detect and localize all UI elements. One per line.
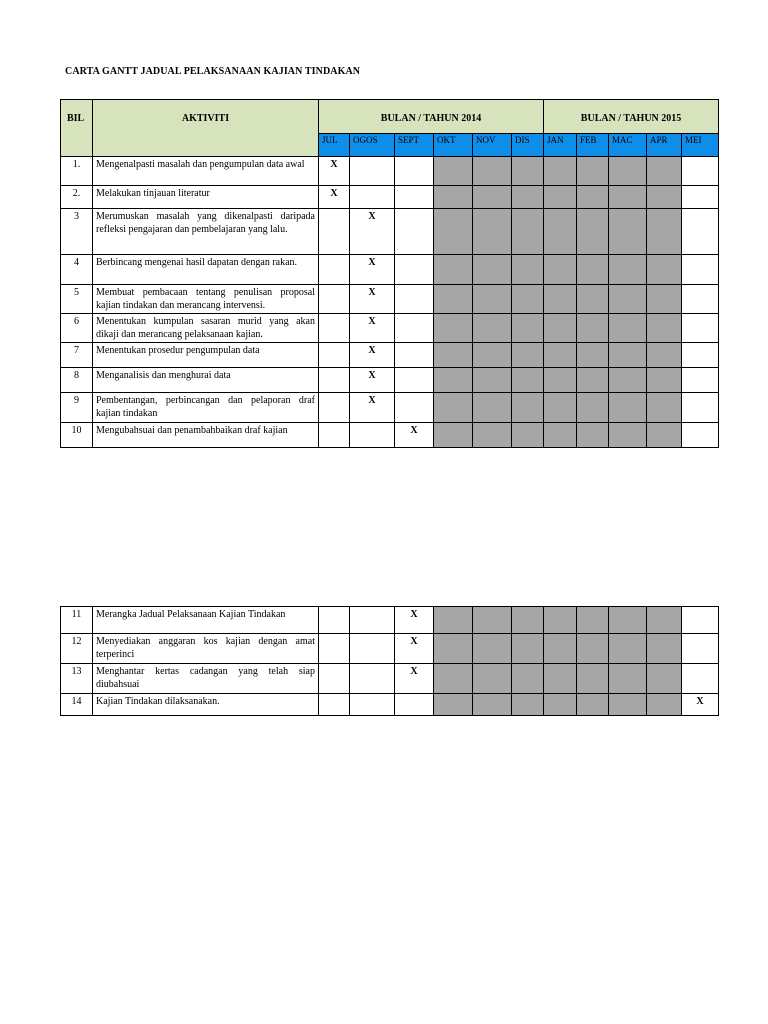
x-marker: X [368,211,376,222]
month-cell-sept [395,368,434,393]
month-cell-apr [647,368,682,393]
month-cell-mei [682,285,719,314]
month-cell-dis [512,368,544,393]
month-cell-okt [434,634,473,664]
x-marker: X [368,345,376,356]
month-cell-dis [512,393,544,423]
month-cell-feb [577,285,609,314]
x-marker: X [410,636,418,647]
month-cell-mac [609,285,647,314]
month-cell-jan [544,209,577,255]
month-cell-feb [577,343,609,368]
month-cell-jan [544,393,577,423]
table-row [61,186,719,209]
month-cell-mac [609,343,647,368]
month-cell-okt [434,186,473,209]
month-cell-dis [512,664,544,694]
month-cell-okt [434,607,473,634]
month-cell-nov [473,607,512,634]
month-cell-dis [512,634,544,664]
month-cell-nov [473,634,512,664]
month-cell-jan [544,285,577,314]
table-row [61,664,719,694]
month-cell-ogos [350,368,395,393]
month-cell-okt [434,664,473,694]
month-cell-jul [319,393,350,423]
month-cell-okt [434,209,473,255]
aktiviti-header: AKTIVITI [93,100,319,157]
activity-text: Menganalisis dan menghurai data [93,368,319,393]
month-cell-jan [544,343,577,368]
table-row [61,209,719,255]
month-cell-ogos [350,393,395,423]
month-cell-sept [395,607,434,634]
month-cell-feb [577,694,609,716]
month-cell-feb [577,368,609,393]
month-cell-nov [473,255,512,285]
month-cell-sept [395,423,434,448]
month-cell-jan [544,186,577,209]
month-cell-sept [395,664,434,694]
row-number: 5 [61,285,93,314]
table-row [61,157,719,186]
table-row [61,255,719,285]
row-number: 14 [61,694,93,716]
month-cell-feb [577,255,609,285]
month-cell-ogos [350,209,395,255]
x-marker: X [330,188,338,199]
month-cell-ogos [350,607,395,634]
activity-text: Berbincang mengenai hasil dapatan dengan rakan. [93,255,319,285]
row-number: 13 [61,664,93,694]
month-cell-ogos [350,285,395,314]
x-marker: X [368,395,376,406]
month-cell-okt [434,393,473,423]
month-cell-mei [682,694,719,716]
month-cell-mac [609,694,647,716]
month-cell-dis [512,607,544,634]
month-cell-sept [395,393,434,423]
month-cell-feb [577,314,609,343]
month-cell-feb [577,393,609,423]
month-cell-okt [434,157,473,186]
month-cell-apr [647,157,682,186]
month-header-ogos: OGOS [350,134,395,157]
month-cell-okt [434,423,473,448]
month-cell-jan [544,157,577,186]
row-number: 8 [61,368,93,393]
month-header-jan: JAN [544,134,577,157]
month-cell-mac [609,314,647,343]
month-cell-mei [682,186,719,209]
month-cell-jul [319,423,350,448]
month-cell-okt [434,285,473,314]
month-cell-ogos [350,664,395,694]
month-cell-mei [682,368,719,393]
month-cell-jan [544,314,577,343]
month-cell-ogos [350,186,395,209]
month-cell-dis [512,285,544,314]
x-marker: X [330,159,338,170]
month-cell-mei [682,255,719,285]
month-cell-nov [473,368,512,393]
month-cell-jan [544,607,577,634]
month-cell-mei [682,209,719,255]
month-cell-mei [682,423,719,448]
month-cell-feb [577,607,609,634]
month-header-mac: MAC [609,134,647,157]
table-row [61,285,719,314]
month-cell-mac [609,393,647,423]
activity-text: Merumuskan masalah yang dikenalpasti daripada refleksi pengajaran dan pembelajaran yang lalu. [93,209,319,255]
month-cell-jan [544,368,577,393]
month-cell-apr [647,694,682,716]
gantt-table [60,99,719,448]
month-cell-okt [434,368,473,393]
row-number: 11 [61,607,93,634]
month-cell-apr [647,423,682,448]
month-cell-apr [647,634,682,664]
month-cell-feb [577,423,609,448]
month-cell-sept [395,694,434,716]
month-cell-mei [682,393,719,423]
activity-text: Menentukan prosedur pengumpulan data [93,343,319,368]
bil-header: BIL [61,100,93,157]
month-cell-jul [319,157,350,186]
month-cell-sept [395,343,434,368]
month-cell-sept [395,186,434,209]
x-marker: X [410,609,418,620]
month-cell-dis [512,694,544,716]
table-row [61,314,719,343]
row-number: 10 [61,423,93,448]
x-marker: X [368,316,376,327]
month-cell-mei [682,664,719,694]
page-title: CARTA GANTT JADUAL PELAKSANAAN KAJIAN TINDAKAN [65,66,361,77]
month-cell-mac [609,157,647,186]
month-cell-nov [473,393,512,423]
table-row [61,368,719,393]
month-cell-okt [434,314,473,343]
month-cell-jan [544,634,577,664]
month-cell-jul [319,664,350,694]
month-cell-mac [609,607,647,634]
month-cell-jul [319,209,350,255]
row-number: 1. [61,157,93,186]
month-header-sept: SEPT [395,134,434,157]
month-cell-dis [512,186,544,209]
month-cell-feb [577,157,609,186]
month-cell-nov [473,694,512,716]
month-cell-mac [609,634,647,664]
month-cell-mac [609,255,647,285]
month-cell-jul [319,285,350,314]
month-header-dis: DIS [512,134,544,157]
month-cell-okt [434,255,473,285]
row-number: 7 [61,343,93,368]
month-cell-dis [512,343,544,368]
month-cell-jan [544,423,577,448]
month-header-feb: FEB [577,134,609,157]
month-cell-jul [319,343,350,368]
activity-text: Menentukan kumpulan sasaran murid yang akan dikaji dan merancang pelaksanaan kajian. [93,314,319,343]
month-cell-sept [395,285,434,314]
month-cell-sept [395,634,434,664]
month-cell-okt [434,343,473,368]
month-cell-nov [473,664,512,694]
activity-text: Pembentangan, perbincangan dan pelaporan draf kajian tindakan [93,393,319,423]
x-marker: X [410,425,418,436]
month-cell-feb [577,634,609,664]
activity-text: Mengubahsuai dan penambahbaikan draf kajian [93,423,319,448]
month-cell-ogos [350,314,395,343]
year-2015-header: BULAN / TAHUN 2015 [544,100,719,134]
month-cell-sept [395,255,434,285]
month-cell-mei [682,157,719,186]
month-header-nov: NOV [473,134,512,157]
month-cell-sept [395,314,434,343]
table-row [61,393,719,423]
activity-text: Merangka Jadual Pelaksanaan Kajian Tindakan [93,607,319,634]
month-cell-jul [319,694,350,716]
table-row [61,694,719,716]
month-header-mei: MEI [682,134,719,157]
table-row [61,607,719,634]
month-cell-mei [682,607,719,634]
month-cell-nov [473,343,512,368]
month-cell-jul [319,634,350,664]
month-cell-dis [512,255,544,285]
month-cell-jan [544,664,577,694]
month-cell-mac [609,368,647,393]
activity-text: Mengenalpasti masalah dan pengumpulan data awal [93,157,319,186]
month-cell-nov [473,186,512,209]
month-cell-ogos [350,343,395,368]
month-cell-ogos [350,157,395,186]
month-cell-jul [319,186,350,209]
month-cell-nov [473,314,512,343]
month-cell-jul [319,255,350,285]
month-cell-ogos [350,255,395,285]
month-cell-ogos [350,694,395,716]
month-header-apr: APR [647,134,682,157]
month-cell-apr [647,607,682,634]
month-cell-dis [512,209,544,255]
row-number: 9 [61,393,93,423]
month-cell-jul [319,314,350,343]
row-number: 3 [61,209,93,255]
month-cell-nov [473,209,512,255]
month-cell-dis [512,314,544,343]
month-cell-apr [647,209,682,255]
month-cell-sept [395,209,434,255]
row-number: 12 [61,634,93,664]
activity-text: Membuat pembacaan tentang penulisan proposal kajian tindakan dan merancang intervensi. [93,285,319,314]
month-cell-jan [544,255,577,285]
month-cell-feb [577,209,609,255]
month-cell-nov [473,285,512,314]
month-cell-feb [577,186,609,209]
month-cell-mac [609,186,647,209]
month-cell-mei [682,314,719,343]
month-cell-ogos [350,634,395,664]
activity-text: Melakukan tinjauan literatur [93,186,319,209]
table-row [61,343,719,368]
month-cell-apr [647,664,682,694]
month-cell-feb [577,664,609,694]
activity-text: Kajian Tindakan dilaksanakan. [93,694,319,716]
month-cell-jan [544,694,577,716]
x-marker: X [368,257,376,268]
month-cell-apr [647,285,682,314]
x-marker: X [368,287,376,298]
month-cell-okt [434,694,473,716]
x-marker: X [368,370,376,381]
month-cell-nov [473,423,512,448]
gantt-table-continued [60,606,719,716]
x-marker: X [696,696,704,707]
month-cell-apr [647,255,682,285]
month-header-okt: OKT [434,134,473,157]
activity-text: Menyediakan anggaran kos kajian dengan amat terperinci [93,634,319,664]
month-cell-apr [647,343,682,368]
month-cell-apr [647,186,682,209]
month-cell-dis [512,157,544,186]
row-number: 4 [61,255,93,285]
activity-text: Menghantar kertas cadangan yang telah siap diubahsuai [93,664,319,694]
month-header-jul: JUL [319,134,350,157]
month-cell-nov [473,157,512,186]
month-cell-jul [319,607,350,634]
table-row [61,423,719,448]
x-marker: X [410,666,418,677]
month-cell-mac [609,664,647,694]
year-2014-header: BULAN / TAHUN 2014 [319,100,544,134]
month-cell-dis [512,423,544,448]
month-cell-apr [647,393,682,423]
month-cell-ogos [350,423,395,448]
month-cell-mac [609,209,647,255]
month-cell-mei [682,343,719,368]
month-cell-jul [319,368,350,393]
table-row [61,634,719,664]
month-cell-mac [609,423,647,448]
row-number: 2. [61,186,93,209]
month-cell-sept [395,157,434,186]
month-cell-apr [647,314,682,343]
row-number: 6 [61,314,93,343]
month-cell-mei [682,634,719,664]
